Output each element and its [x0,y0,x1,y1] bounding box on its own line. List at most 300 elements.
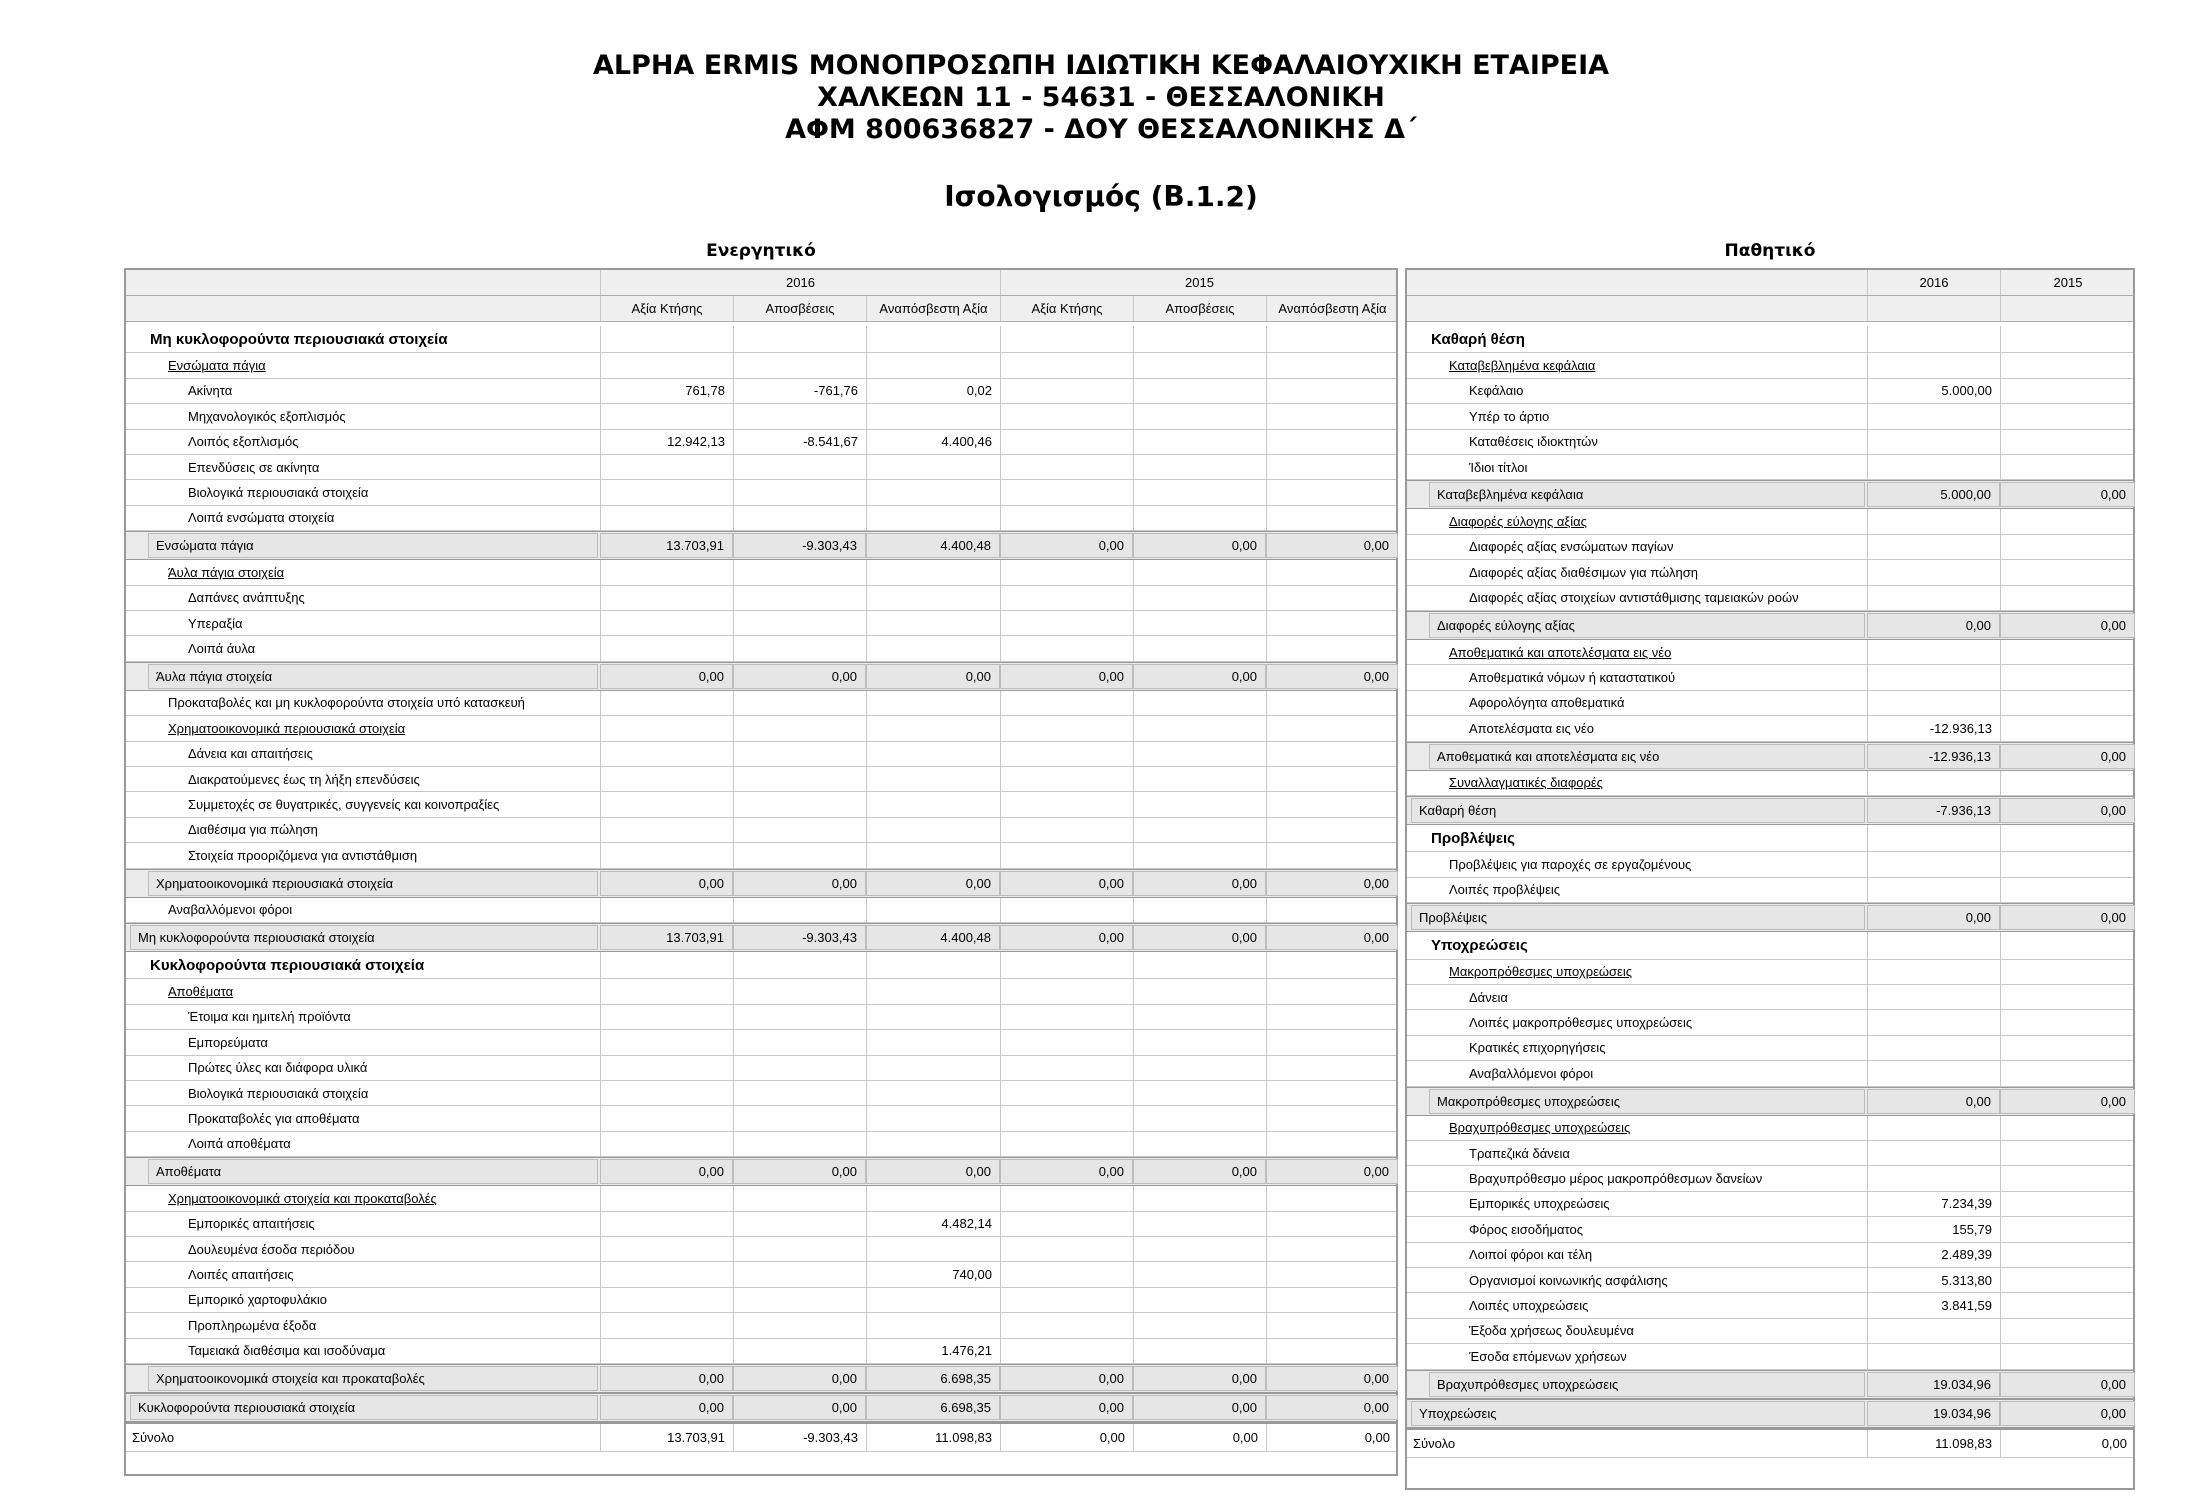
row-label: Λοιπά άυλα [188,641,256,657]
value-cell: 11.098,83 [866,1424,1000,1451]
table-row [1407,586,2133,611]
value-cell [600,952,733,978]
subtotal-row [126,662,1396,691]
value-cell [600,792,733,816]
value-cell [1000,379,1133,403]
row-label: Ταμειακά διαθέσιμα και ισοδύναμα [188,1343,386,1359]
value-cell [2000,560,2135,584]
table-row [1407,1166,2133,1191]
value-cell [2000,430,2135,454]
row-label: Συναλλαγματικές διαφορές [1449,775,1603,791]
value-cell [600,1212,733,1236]
value-cell [600,742,733,766]
value-cell [600,1005,733,1029]
value-cell [600,480,733,504]
table-row [126,480,1396,505]
value-cell [866,1237,1000,1261]
value-cell [1266,430,1398,454]
value-cell [866,898,1000,922]
value-cell [733,843,866,867]
value-cell: -9.303,43 [733,1424,866,1451]
value-cell [1133,506,1266,530]
value-cell [1133,843,1266,867]
row-label: Αποθέματα [168,984,234,1000]
col-header-cost-2015: Αξία Κτήσης [1000,296,1133,321]
value-cell [733,611,866,635]
value-cell [1133,379,1266,403]
value-cell [1000,898,1133,922]
table-row [126,1056,1396,1081]
value-cell [1000,1212,1133,1236]
value-cell: 13.703,91 [600,533,733,558]
value-cell: 0,00 [1000,533,1133,558]
value-cell [1266,716,1398,740]
table-row [1407,665,2133,690]
value-cell [1000,480,1133,504]
table-row [126,792,1396,817]
table-row [126,404,1396,429]
value-cell: 0,00 [1266,533,1398,558]
value-cell [2000,535,2135,559]
value-cell: -12.936,13 [1867,716,2000,740]
col-header-depreciation-2015: Αποσβέσεις [1133,296,1266,321]
row-label: Μακροπρόθεσμες υποχρεώσεις [1449,964,1633,980]
value-cell [866,1313,1000,1337]
value-cell [2000,985,2135,1009]
value-cell [733,1288,866,1312]
value-cell [866,1030,1000,1054]
table-row [1407,404,2133,429]
value-cell [1133,1081,1266,1105]
row-label: Προβλέψεις για παροχές σε εργαζομένους [1449,857,1692,873]
value-cell [2000,509,2135,533]
value-cell [733,1339,866,1363]
value-cell [1000,455,1133,479]
value-cell: 0,00 [1000,871,1133,896]
value-cell: 13.703,91 [600,1424,733,1451]
value-cell [866,455,1000,479]
value-cell [866,691,1000,715]
value-cell [1000,691,1133,715]
table-row [126,1288,1396,1313]
value-cell [1000,1313,1133,1337]
row-label: Κυκλοφορούντα περιουσιακά στοιχεία [150,956,425,974]
row-label: Λοιποί φόροι και τέλη [1469,1247,1593,1263]
value-cell [733,1081,866,1105]
row-label: Βραχυπρόθεσμο μέρος μακροπρόθεσμων δανείων [1469,1171,1763,1187]
value-cell [1000,506,1133,530]
table-row [1407,1061,2133,1086]
value-cell: 3.841,59 [1867,1293,2000,1317]
value-cell [1000,952,1133,978]
row-label: Αποτελέσματα εις νέο [1469,720,1594,736]
assets-year-header-row [126,270,1396,296]
table-row [126,353,1396,378]
value-cell [866,979,1000,1003]
value-cell [600,506,733,530]
value-cell [1867,509,2000,533]
value-cell [2000,1344,2135,1368]
value-cell [2000,852,2135,876]
value-cell: 740,00 [866,1262,1000,1286]
value-cell: 0,00 [1867,1089,2000,1114]
value-cell [866,952,1000,978]
value-cell: 0,00 [1000,1424,1133,1451]
value-cell [1266,1056,1398,1080]
table-row [126,379,1396,404]
value-cell: 0,00 [2000,1089,2135,1114]
value-cell: 0,02 [866,379,1000,403]
value-cell [1000,430,1133,454]
value-cell [1266,636,1398,660]
row-label: Κρατικές επιχορηγήσεις [1469,1040,1606,1056]
value-cell: -7.936,13 [1867,798,2000,823]
value-cell [2000,1293,2135,1317]
value-cell [866,767,1000,791]
row-label: Στοιχεία προοριζόμενα για αντιστάθμιση [188,847,418,863]
value-cell [1133,1186,1266,1210]
value-cell [600,1186,733,1210]
row-label: Αποθεματικά νόμων ή καταστατικού [1469,670,1676,686]
value-cell [733,353,866,377]
value-cell: 0,00 [1000,925,1133,950]
row-label: Υπεραξία [188,615,243,631]
table-row [126,843,1396,868]
value-cell [1867,326,2000,352]
value-cell [1266,1288,1398,1312]
value-cell [600,767,733,791]
value-cell [1867,878,2000,902]
value-cell [1266,979,1398,1003]
report-title: Ισολογισμός (Β.1.2) [944,180,1258,213]
value-cell: 0,00 [866,1159,1000,1184]
value-cell [1000,353,1133,377]
value-cell [1000,767,1133,791]
value-cell [733,404,866,428]
value-cell [1000,792,1133,816]
value-cell [1867,560,2000,584]
value-cell: 0,00 [600,664,733,689]
row-label: Δαπάνες ανάπτυξης [188,590,305,606]
subtotal-row [1407,1399,2133,1428]
value-cell [1133,326,1266,352]
value-cell: 2.489,39 [1867,1243,2000,1267]
row-label: Αποθεματικά και αποτελέσματα εις νέο [1437,748,1660,764]
value-cell [866,818,1000,842]
table-row [1407,878,2133,903]
value-cell [733,691,866,715]
row-label: Αναβαλλόμενοι φόροι [168,902,293,918]
grand-total-row [1407,1428,2133,1458]
row-label: Λοιπά αποθέματα [188,1136,291,1152]
row-label: Καταβεβλημένα κεφάλαια [1437,487,1584,503]
table-row [1407,353,2133,378]
value-cell [600,455,733,479]
row-label: Διαφορές εύλογης αξίας [1437,618,1575,633]
value-cell: 0,00 [2000,482,2135,507]
value-cell: 5.313,80 [1867,1268,2000,1292]
value-cell [1133,1288,1266,1312]
table-row [126,1005,1396,1030]
value-cell: 0,00 [2000,798,2135,823]
value-cell: 0,00 [1133,1395,1266,1420]
table-row [126,1237,1396,1262]
value-cell: 6.698,35 [866,1395,1000,1420]
table-row [1407,455,2133,480]
value-cell: 0,00 [733,1395,866,1420]
value-cell [600,353,733,377]
value-cell [733,560,866,584]
value-cell [2000,1116,2135,1140]
value-cell [1266,506,1398,530]
row-label: Κυκλοφορούντα περιουσιακά στοιχεία [138,1400,356,1415]
assets-column-header-row [126,296,1396,322]
value-cell [866,611,1000,635]
value-cell [1133,742,1266,766]
row-label: Λοιπός εξοπλισμός [188,434,299,450]
table-row [126,611,1396,636]
value-cell [733,326,866,352]
row-label: Μηχανολογικός εξοπλισμός [188,408,346,424]
row-label: Λοιπές μακροπρόθεσμες υποχρεώσεις [1469,1015,1693,1031]
value-cell [2000,878,2135,902]
row-label: Αποθέματα [156,1164,222,1180]
value-cell [1867,771,2000,795]
value-cell [600,1339,733,1363]
row-label: Βραχυπρόθεσμες υποχρεώσεις [1449,1120,1631,1136]
subtotal-row [1407,1087,2133,1116]
value-cell [1266,898,1398,922]
value-cell: 0,00 [600,1395,733,1420]
table-row [126,1339,1396,1364]
value-cell [866,1081,1000,1105]
value-cell [866,1132,1000,1156]
value-cell [1867,1344,2000,1368]
value-cell [600,843,733,867]
value-cell [600,1081,733,1105]
value-cell [733,818,866,842]
row-label: Έτοιμα και ημιτελή προϊόντα [188,1009,351,1025]
value-cell [1266,455,1398,479]
value-cell [1867,640,2000,664]
table-row [1407,1036,2133,1061]
value-cell [1133,586,1266,610]
table-row [1407,960,2133,985]
col-header-cost-2016: Αξία Κτήσης [600,296,733,321]
value-cell: -9.303,43 [733,533,866,558]
row-label: Υποχρεώσεις [1419,1405,1497,1421]
value-cell [866,326,1000,352]
table-row [1407,1293,2133,1318]
value-cell [2000,1319,2135,1343]
table-row [1407,932,2133,959]
value-cell [2000,932,2135,958]
row-label: Κεφάλαιο [1469,383,1524,399]
value-cell [1867,932,2000,958]
value-cell [1867,1319,2000,1343]
value-cell [1266,1237,1398,1261]
value-cell [600,898,733,922]
value-cell [733,455,866,479]
row-label: Διαφορές αξίας ενσώματων παγίων [1469,539,1674,555]
col-header-net-value-2015: Αναπόσβεστη Αξία [1266,296,1398,321]
row-label: Αποθεματικά και αποτελέσματα εις νέο [1449,644,1672,660]
value-cell [2000,326,2135,352]
value-cell [2000,1036,2135,1060]
value-cell [733,1237,866,1261]
subtotal-row [1407,611,2133,640]
row-label: Καθαρή θέση [1431,330,1525,348]
value-cell: 0,00 [1133,1424,1266,1451]
table-row [1407,379,2133,404]
row-label: Σύνολο [132,1430,175,1445]
value-cell [1133,1030,1266,1054]
row-label: Προπληρωμένα έξοδα [188,1317,317,1333]
table-row [126,506,1396,531]
value-cell [866,636,1000,660]
value-cell [733,480,866,504]
value-cell [866,1106,1000,1130]
value-cell [1266,1339,1398,1363]
table-row [1407,509,2133,534]
row-label: Αναβαλλόμενοι φόροι [1469,1065,1594,1081]
row-label: Καταθέσεις ιδιοκτητών [1469,434,1598,450]
col-header-net-value-2016: Αναπόσβεστη Αξία [866,296,1000,321]
value-cell: 0,00 [1133,871,1266,896]
value-cell [733,742,866,766]
value-cell: 0,00 [2000,1430,2135,1457]
row-label: Δάνεια [1469,989,1508,1005]
value-cell [1266,1106,1398,1130]
table-row [1407,560,2133,585]
value-cell [1000,1106,1133,1130]
value-cell [1000,611,1133,635]
row-label: Καθαρή θέση [1419,803,1497,818]
row-label: Εμπορικό χαρτοφυλάκιο [188,1292,328,1308]
row-label: Λοιπά ενσώματα στοιχεία [188,510,335,526]
value-cell: 0,00 [600,1366,733,1391]
table-row [1407,691,2133,716]
value-cell: 155,79 [1867,1217,2000,1241]
row-label: Προβλέψεις [1431,829,1515,847]
value-cell [1266,1313,1398,1337]
table-row [1407,1010,2133,1035]
table-row [126,636,1396,661]
value-cell [1266,611,1398,635]
value-cell [733,1005,866,1029]
value-cell [1867,586,2000,610]
value-cell [1266,792,1398,816]
row-label: Δάνεια και απαιτήσεις [188,746,313,762]
value-cell [866,1005,1000,1029]
value-cell [733,1132,866,1156]
value-cell [600,716,733,740]
value-cell [1266,404,1398,428]
value-cell [1266,560,1398,584]
row-label: Ενσώματα πάγια [156,538,254,554]
subtotal-row [126,1393,1396,1422]
value-cell: 0,00 [2000,905,2135,930]
value-cell: 0,00 [1266,664,1398,689]
value-cell [2000,455,2135,479]
value-cell [600,326,733,352]
value-cell: 0,00 [1266,1366,1398,1391]
value-cell [1000,586,1133,610]
value-cell: 0,00 [733,1366,866,1391]
table-row [126,1212,1396,1237]
value-cell [1867,1061,2000,1085]
value-cell [2000,1268,2135,1292]
value-cell: 4.400,48 [866,533,1000,558]
value-cell [2000,665,2135,689]
value-cell [1867,1116,2000,1140]
value-cell [866,742,1000,766]
row-label: Μακροπρόθεσμες υποχρεώσεις [1437,1093,1621,1109]
value-cell [600,979,733,1003]
value-cell [733,979,866,1003]
row-label: Χρηματοοικονομικά στοιχεία και προκαταβολές [156,1371,425,1386]
table-row [1407,985,2133,1010]
row-label: Μη κυκλοφορούντα περιουσιακά στοιχεία [150,330,448,348]
value-cell [1133,691,1266,715]
row-label: Προκαταβολές για αποθέματα [188,1111,360,1127]
value-cell [1133,898,1266,922]
value-cell [1867,691,2000,715]
value-cell [1000,1081,1133,1105]
value-cell [1000,843,1133,867]
value-cell [1133,1262,1266,1286]
value-cell: 0,00 [1266,1395,1398,1420]
value-cell [2000,960,2135,984]
row-label: Διαφορές αξίας στοιχείων αντιστάθμισης ταμειακών ροών [1469,590,1799,606]
value-cell [1000,1262,1133,1286]
table-row [1407,1192,2133,1217]
subtotal-row [1407,796,2133,825]
table-row [1407,1217,2133,1242]
liabilities-heading: Παθητικό [1724,241,1816,261]
row-label: Πρώτες ύλες και διάφορα υλικά [188,1060,368,1076]
value-cell [600,611,733,635]
row-label: Συμμετοχές σε θυγατρικές, συγγενείς και κοινοπραξίες [188,797,500,813]
value-cell [600,1313,733,1337]
value-cell: 4.400,46 [866,430,1000,454]
col-header-depreciation-2016: Αποσβέσεις [733,296,866,321]
value-cell [1133,404,1266,428]
value-cell [1000,1132,1133,1156]
value-cell [600,404,733,428]
table-row [126,586,1396,611]
value-cell [1133,353,1266,377]
value-cell [1867,825,2000,851]
value-cell: 19.034,96 [1867,1372,2000,1397]
row-label: Λοιπές προβλέψεις [1449,882,1561,898]
value-cell [733,586,866,610]
company-address: ΧΑΛΚΕΩΝ 11 - 54631 - ΘΕΣΣΑΛΟΝΙΚΗ [817,82,1385,113]
value-cell [733,716,866,740]
table-row [1407,1116,2133,1141]
value-cell: 0,00 [733,1159,866,1184]
subtotal-row [1407,742,2133,771]
value-cell [1133,1132,1266,1156]
table-row [126,1313,1396,1338]
value-cell [1133,979,1266,1003]
value-cell [2000,353,2135,377]
table-row [1407,1268,2133,1293]
row-label: Σύνολο [1413,1435,1456,1451]
liabilities-table [1405,268,2135,1490]
value-cell [1867,1010,2000,1034]
value-cell [866,1056,1000,1080]
